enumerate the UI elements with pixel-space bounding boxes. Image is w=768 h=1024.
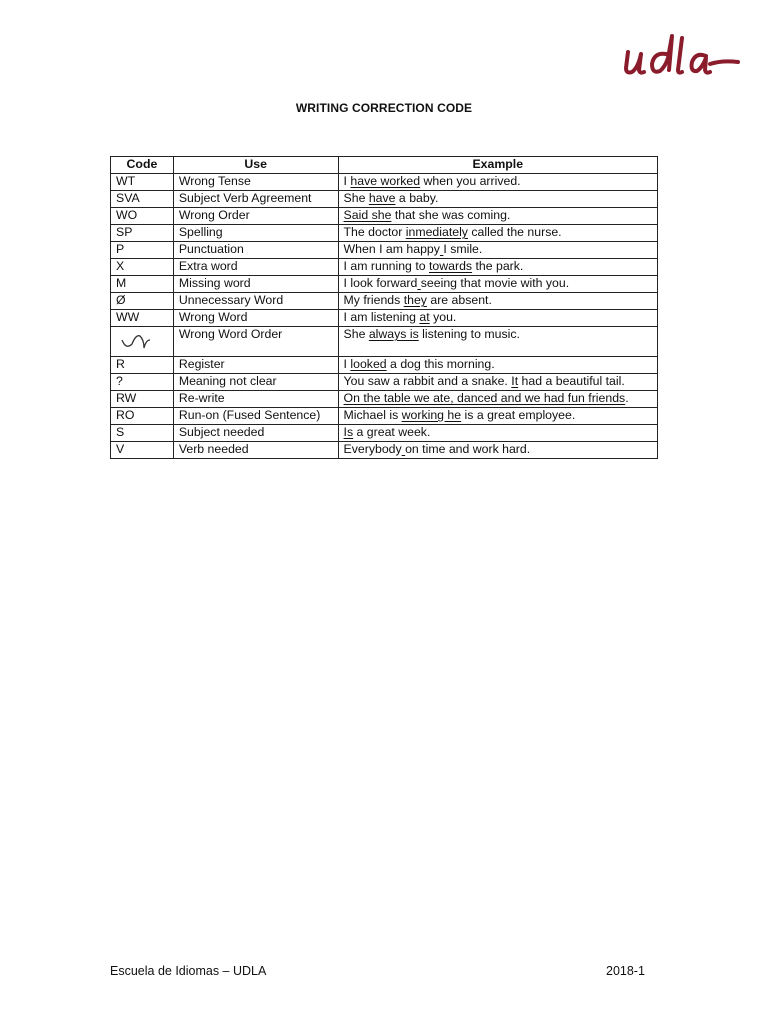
example-text: seeing that movie with you. [420, 276, 570, 290]
example-cell [338, 408, 657, 425]
header-use: Use [173, 157, 338, 174]
example-text: She [343, 191, 369, 205]
underlined-error: at [419, 310, 430, 324]
example-text: the park. [472, 259, 524, 273]
use-cell: Unnecessary Word [173, 293, 338, 310]
code-cell: V [111, 442, 174, 459]
code-cell: S [111, 425, 174, 442]
example-cell [338, 259, 657, 276]
example-text: I [343, 357, 351, 371]
table-row [111, 327, 658, 357]
code-cell: WW [111, 310, 174, 327]
example-cell [338, 310, 657, 327]
example-text: When I am happy [343, 242, 440, 256]
code-cell: M [111, 276, 174, 293]
code-cell: P [111, 242, 174, 259]
example-text: you. [429, 310, 457, 324]
example-text: a dog this morning. [386, 357, 495, 371]
code-cell: SP [111, 225, 174, 242]
use-cell: Extra word [173, 259, 338, 276]
underlined-error: working he [401, 408, 462, 422]
example-text: when you arrived. [420, 174, 521, 188]
code-cell: WO [111, 208, 174, 225]
example-cell [338, 327, 657, 357]
example-text: a baby. [395, 191, 439, 205]
table-row [111, 391, 658, 408]
table-row [111, 408, 658, 425]
table-row [111, 310, 658, 327]
example-text: My friends [343, 293, 404, 307]
code-cell [111, 327, 174, 357]
underlined-error: always is [368, 327, 419, 341]
code-cell: WT [111, 174, 174, 191]
use-cell: Register [173, 357, 338, 374]
underlined-error: have [368, 191, 396, 205]
underlined-error: they [403, 293, 427, 307]
underlined-error: It [511, 374, 519, 388]
example-text: on time and work hard. [405, 442, 531, 456]
use-cell: Wrong Tense [173, 174, 338, 191]
table-row [111, 442, 658, 459]
example-cell [338, 174, 657, 191]
use-cell: Re-write [173, 391, 338, 408]
table-row [111, 276, 658, 293]
footer-school: Escuela de Idiomas – UDLA [110, 964, 267, 978]
code-cell: R [111, 357, 174, 374]
table-header-row [111, 157, 658, 174]
example-text: The doctor [343, 225, 406, 239]
table-body [111, 174, 658, 459]
example-text: a great week. [353, 425, 431, 439]
use-cell: Subject needed [173, 425, 338, 442]
example-text: had a beautiful tail. [518, 374, 625, 388]
table-row [111, 425, 658, 442]
example-text: called the nurse. [467, 225, 562, 239]
underlined-error: On the table we ate, danced and we had fun friends [343, 391, 626, 405]
example-text: Everybody [343, 442, 402, 456]
code-cell: ? [111, 374, 174, 391]
example-cell [338, 208, 657, 225]
document-title: WRITING CORRECTION CODE [295, 101, 473, 115]
example-cell [338, 225, 657, 242]
table-row [111, 208, 658, 225]
example-text: are absent. [426, 293, 492, 307]
code-cell: SVA [111, 191, 174, 208]
use-cell: Subject Verb Agreement [173, 191, 338, 208]
example-text: Michael is [343, 408, 402, 422]
example-cell [338, 374, 657, 391]
code-cell: RO [111, 408, 174, 425]
use-cell: Wrong Order [173, 208, 338, 225]
udla-logo [622, 30, 740, 82]
table-row [111, 374, 658, 391]
correction-code-table [110, 156, 658, 459]
example-cell [338, 425, 657, 442]
use-cell: Punctuation [173, 242, 338, 259]
example-text: I [343, 174, 351, 188]
underlined-error: towards [429, 259, 473, 273]
example-text: I look forward [343, 276, 418, 290]
underlined-error: have worked [350, 174, 421, 188]
use-cell: Meaning not clear [173, 374, 338, 391]
use-cell: Wrong Word Order [173, 327, 338, 357]
example-cell [338, 276, 657, 293]
example-text: She [343, 327, 369, 341]
table-row [111, 293, 658, 310]
use-cell: Verb needed [173, 442, 338, 459]
table-row [111, 357, 658, 374]
example-text: I am listening [343, 310, 420, 324]
example-cell [338, 191, 657, 208]
example-text: listening to music. [418, 327, 520, 341]
code-cell: X [111, 259, 174, 276]
underlined-error: looked [350, 357, 387, 371]
example-text: . [625, 391, 629, 405]
example-text: I am running to [343, 259, 429, 273]
example-cell [338, 357, 657, 374]
example-text: is a great employee. [461, 408, 576, 422]
table-row [111, 191, 658, 208]
footer-term: 2018-1 [606, 964, 645, 978]
table-row [111, 225, 658, 242]
underlined-error: Is [343, 425, 354, 439]
example-cell [338, 242, 657, 259]
table-row [111, 174, 658, 191]
example-cell [338, 442, 657, 459]
use-cell: Wrong Word [173, 310, 338, 327]
table-row [111, 242, 658, 259]
example-cell [338, 391, 657, 408]
use-cell: Missing word [173, 276, 338, 293]
example-cell [338, 293, 657, 310]
use-cell: Run-on (Fused Sentence) [173, 408, 338, 425]
header-example: Example [338, 157, 657, 174]
example-text: I smile. [443, 242, 483, 256]
underlined-error: Said she [343, 208, 392, 222]
header-code: Code [111, 157, 174, 174]
code-cell: RW [111, 391, 174, 408]
example-text: You saw a rabbit and a snake. [343, 374, 512, 388]
example-text: that she was coming. [391, 208, 511, 222]
code-cell: Ø [111, 293, 174, 310]
underlined-error: inmediately [405, 225, 468, 239]
use-cell: Spelling [173, 225, 338, 242]
wave-symbol [116, 328, 162, 352]
table-row [111, 259, 658, 276]
